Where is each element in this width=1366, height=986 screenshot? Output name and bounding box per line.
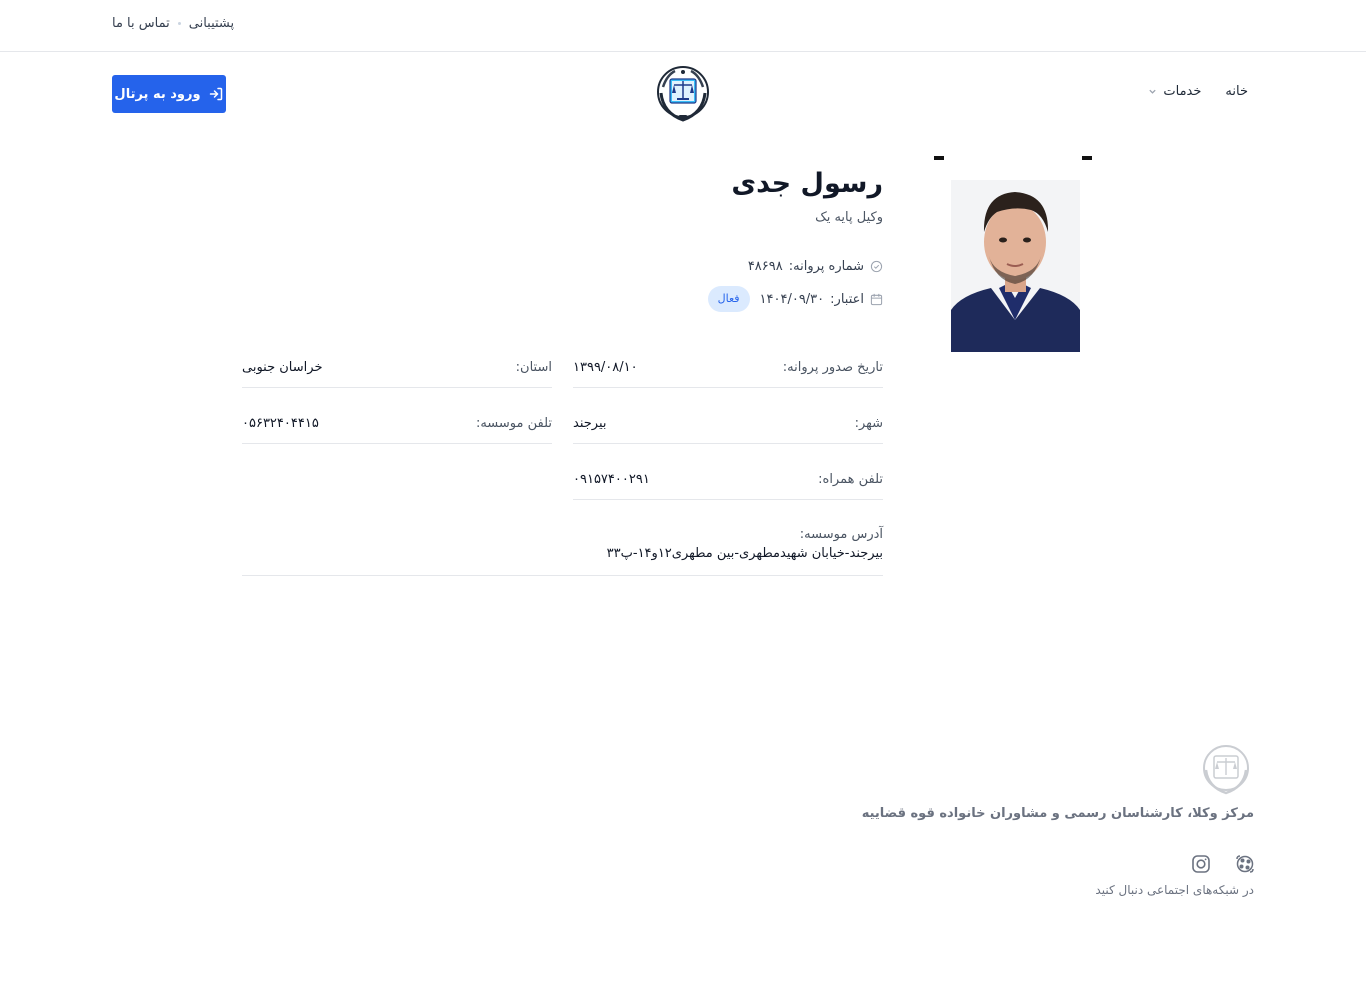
province-field bbox=[242, 348, 552, 388]
nav-services[interactable] bbox=[1148, 84, 1201, 99]
portal-login-button[interactable] bbox=[112, 75, 226, 113]
footer-logo bbox=[1199, 742, 1253, 798]
city-value: بیرجند bbox=[573, 416, 607, 431]
instagram-icon bbox=[1190, 853, 1212, 875]
profile-photo bbox=[951, 180, 1080, 352]
nav-home[interactable]: خانه bbox=[1225, 84, 1248, 99]
lawyer-name: رسول جدی bbox=[731, 168, 883, 199]
mobile-label: تلفن همراه: bbox=[818, 472, 883, 487]
office-phone-label: تلفن موسسه: bbox=[475, 416, 552, 431]
license-label: شماره پروانه: bbox=[788, 259, 864, 274]
top-bar bbox=[0, 0, 1366, 52]
status-badge: فعال bbox=[708, 286, 750, 312]
mobile-field bbox=[573, 460, 883, 500]
calendar-icon bbox=[870, 293, 883, 306]
mobile-value: ۰۹۱۵۷۴۰۰۲۹۱ bbox=[573, 472, 650, 487]
address-field bbox=[242, 527, 883, 576]
top-links bbox=[112, 16, 234, 31]
province-value: خراسان جنوبی bbox=[242, 360, 323, 375]
province-label: استان: bbox=[515, 360, 552, 375]
issue-date-field bbox=[573, 348, 883, 388]
profile-photo-frame bbox=[932, 156, 1092, 356]
footer-org-name: مرکز وکلا، کارشناسان رسمی و مشاوران خانواده قوه قضاییه bbox=[861, 806, 1254, 821]
support-link[interactable]: پشتیبانی bbox=[188, 16, 235, 31]
judiciary-logo[interactable] bbox=[653, 63, 713, 125]
instagram-link[interactable] bbox=[1190, 853, 1212, 875]
separator-dot bbox=[178, 22, 181, 25]
city-label: شهر: bbox=[854, 416, 883, 431]
corner-mark bbox=[934, 156, 944, 160]
issue-date-label: تاریخ صدور پروانه: bbox=[782, 360, 883, 375]
contact-link[interactable]: تماس با ما bbox=[112, 16, 170, 31]
office-phone-field bbox=[242, 404, 552, 444]
check-circle-icon bbox=[870, 260, 883, 273]
social-links bbox=[1190, 853, 1256, 875]
license-number-row bbox=[748, 259, 883, 274]
validity-row bbox=[708, 286, 883, 312]
aparat-link[interactable] bbox=[1234, 853, 1256, 875]
lawyer-rank: وکیل پایه یک bbox=[815, 210, 883, 225]
validity-label: اعتبار: bbox=[830, 291, 864, 307]
chevron-down-icon bbox=[1148, 87, 1157, 96]
main-nav bbox=[1148, 84, 1248, 99]
office-phone-value: ۰۵۶۳۲۴۰۴۴۱۵ bbox=[242, 416, 319, 431]
city-field bbox=[573, 404, 883, 444]
corner-mark bbox=[1082, 156, 1092, 160]
issue-date-value: ۱۳۹۹/۰۸/۱۰ bbox=[573, 360, 638, 375]
aparat-icon bbox=[1234, 853, 1256, 875]
address-label: آدرس موسسه: bbox=[799, 527, 883, 542]
license-number: ۴۸۶۹۸ bbox=[747, 259, 783, 274]
validity-date: ۱۴۰۴/۰۹/۳۰ bbox=[759, 291, 825, 307]
login-icon bbox=[208, 86, 224, 102]
footer-follow-text: در شبکه‌های اجتماعی دنبال کنید bbox=[1095, 883, 1254, 897]
portal-login-label: ورود به پرتال bbox=[114, 86, 201, 102]
address-value: بیرجند-خیابان شهیدمطهری-بین مطهری۱۲و۱۴-پ۳۳ bbox=[606, 546, 883, 561]
nav-services-label: خدمات bbox=[1163, 84, 1202, 99]
